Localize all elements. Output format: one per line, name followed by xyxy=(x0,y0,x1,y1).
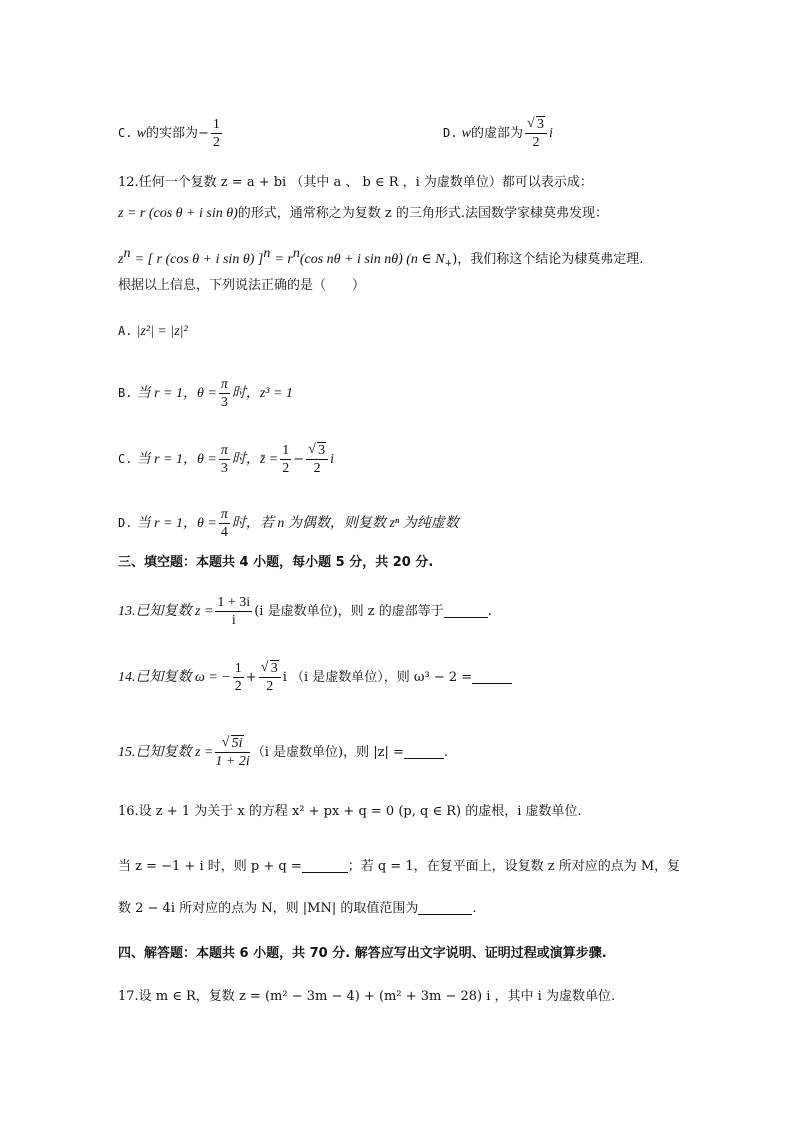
q16-line-1: 16.设 z + 1 为关于 x 的方程 x² + px + q = 0 (p, q ∈ R) 的虚根，i 虚数单位. xyxy=(118,804,582,819)
q16-line-3: 数 2 − 4i 所对应的点为 N，则 |MN| 的取值范围为 . xyxy=(118,901,477,916)
answer-blank[interactable] xyxy=(444,603,488,618)
q14: 14.已知复数 ω = − $\frac{1}{2}$ + √ $\frac{3}{2}$ i （i 是虚数单位），则 ω³ − 2 = xyxy=(118,660,512,695)
q12-line-4: 根据以上信息，下列说法正确的是（ ） xyxy=(118,278,366,293)
q11c-fraction: $\frac{1}{2}$ xyxy=(212,117,220,150)
q17: 17.设 m ∈ R，复数 z = (m² − 3m − 4) + (m² + 3m − 28) i ，其中 i 为虚数单位. xyxy=(118,989,616,1004)
q11-option-c: C. w的实部为− $\frac{1}{2}$ xyxy=(118,117,220,150)
q12-option-d: D. 当 r = 1，θ = $\frac{\pi}{4}$ 时，若 n 为偶数，则复数 zⁿ 为纯虚数 xyxy=(118,507,459,540)
q15: 15.已知复数 z = √ $\frac{5i}{1 + 2i}$ （i 是虚数单位)，则 |z| = . xyxy=(118,735,448,770)
answer-blank[interactable] xyxy=(302,858,348,873)
q12-option-a: A. |z²| = |z|² xyxy=(118,324,188,339)
q11-option-d: D. w的虚部为 √ $\frac{3}{2}$ i xyxy=(443,116,553,151)
section-4-heading: 四、解答题：本题共 6 小题，共 70 分. 解答应写出文字说明、证明过程或演算步骤. xyxy=(118,946,607,961)
q11d-fraction: √ $\frac{3}{2}$ xyxy=(525,116,547,151)
answer-blank[interactable] xyxy=(404,744,444,759)
answer-blank[interactable] xyxy=(472,669,512,684)
q16-line-2: 当 z = −1 + i 时，则 p + q = ；若 q = 1，在复平面上，设复数 z 所对应的点为 M，复 xyxy=(118,859,681,874)
section-3-heading: 三、填空题：本题共 4 小题，每小题 5 分，共 20 分. xyxy=(118,555,434,570)
q13: 13.已知复数 z = $\frac{1 + 3i}{i}$ (i 是虚数单位)，则 z 的虚部等于 . xyxy=(118,595,492,628)
q12-line-2: z = r (cos θ + i sin θ)的形式，通常称之为复数 z 的三角形式.法国数学家棣莫弗发现： xyxy=(118,206,609,221)
answer-blank[interactable] xyxy=(418,900,472,915)
q12-option-c: C. 当 r = 1，θ = $\frac{\pi}{3}$ 时，z̄ = $\frac{1}{2}$ − √ $\frac{3}{2}$ i xyxy=(118,442,334,477)
q12-line-3: $z^n$ = [ r (cos θ + i sin θ) ]$^n = r^n(\cos$ nθ + i sin nθ) (n ∈ $N_+$)，我们称这个结论为棣莫弗定理. xyxy=(118,246,644,269)
q12-line-1: 12.任何一个复数 z = a + bi （其中 a 、 b ∈ R ，i 为虚数单位）都可以表示成： xyxy=(118,175,593,190)
q12-option-b: B. 当 r = 1，θ = $\frac{\pi}{3}$ 时，z³ = 1 xyxy=(118,377,293,410)
